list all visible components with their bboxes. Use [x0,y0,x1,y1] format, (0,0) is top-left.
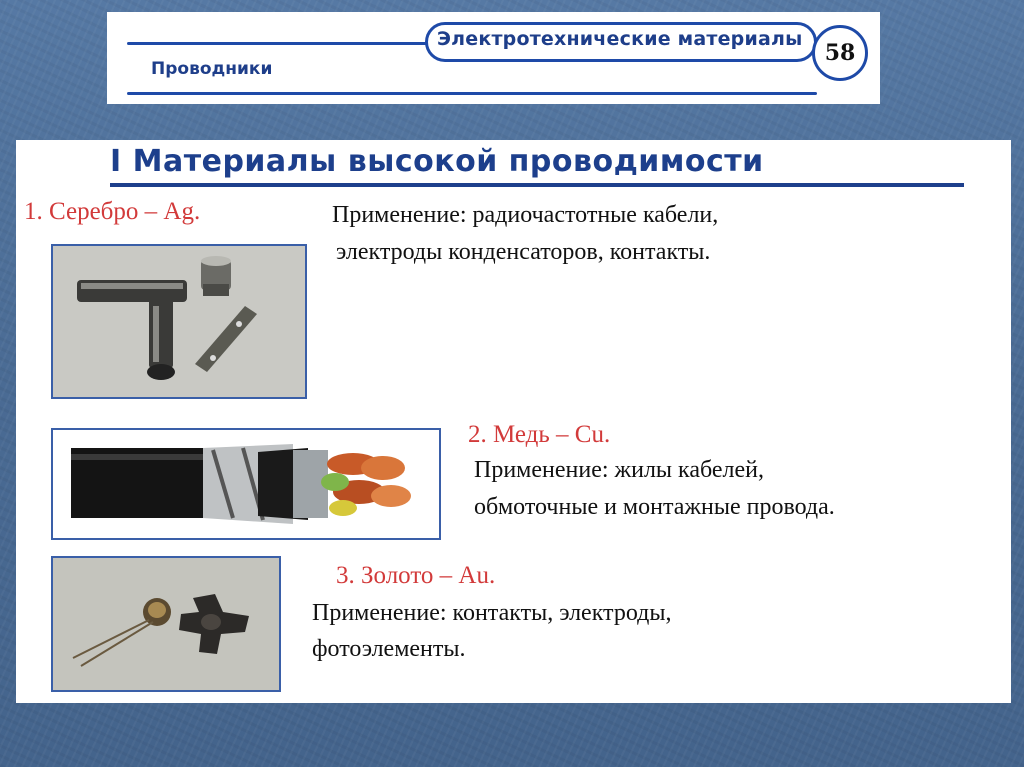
gold-usage-line-1: Применение: контакты, электроды, [312,600,672,626]
content-card [16,140,1011,703]
gold-photoelements-photo [51,556,281,692]
header-banner [107,12,880,104]
silver-heading: 1. Серебро – Ag. [24,198,201,225]
banner-title: Электротехнические материалы [437,28,803,50]
copper-cable-photo [51,428,441,540]
silver-usage-line-1: Применение: радиочастотные кабели, [332,202,719,228]
silver-usage-line-2: электроды конденсаторов, контакты. [336,239,711,265]
copper-usage-line-1: Применение: жилы кабелей, [474,457,765,483]
gold-heading: 3. Золото – Au. [336,562,496,589]
copper-usage-line-2: обмоточные и монтажные провода. [474,494,835,520]
copper-cable-image [53,430,439,538]
copper-heading: 2. Медь – Cu. [468,421,611,448]
slide-title: I Материалы высокой проводимости [110,144,764,179]
page-number-badge: 58 [812,25,868,81]
silver-contacts-photo [51,244,307,399]
silver-contacts-image [53,246,305,397]
banner-subtitle: Проводники [151,59,273,79]
title-underline [110,183,964,187]
banner-decor-line [127,92,817,95]
gold-usage-line-2: фотоэлементы. [312,636,466,662]
gold-photoelements-image [53,558,279,690]
